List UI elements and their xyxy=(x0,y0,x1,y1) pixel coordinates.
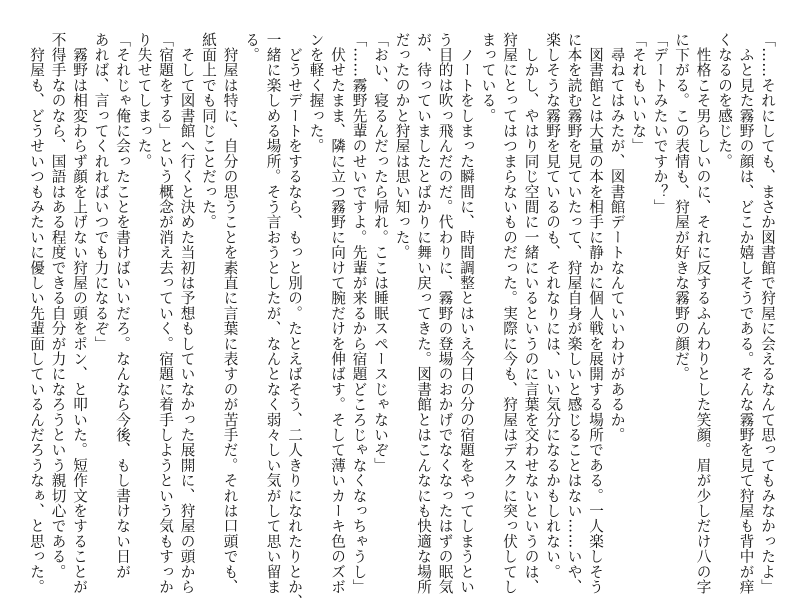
text-line: 伏せたまま、隣に立つ霧野に向けて腕だけを伸ばす。そして薄いカーキ色のズボ xyxy=(329,32,346,595)
text-line: 紙面上でも同じことだった。 xyxy=(200,32,217,230)
text-line: 「おい、寝るんだったら帰れ。ここは睡眠スペースじゃないぞ」 xyxy=(372,32,389,473)
text-line: 尋ねてはみたが、図書館デートなんていいわけがあるか。 xyxy=(608,32,626,443)
text-line: くなるのを感じた。 xyxy=(716,32,733,169)
text-line: 「それじゃ俺に会ったことを書けばいいだろ。なんなら今後、もし書けない日が xyxy=(114,32,131,580)
text-line: 狩屋にとってはつまらないものだった。実際に今も、狩屋はデスクに突っ伏してし xyxy=(501,32,518,595)
text-line: 楽しそうな霧野を見ているのも、それなりには、いい気分になるかもしれない。 xyxy=(544,32,561,580)
text-line: だったのかと狩屋は思い知った。 xyxy=(393,32,411,260)
text-line: まっている。 xyxy=(479,32,497,124)
text-line: ンを軽く握った。 xyxy=(307,32,325,154)
text-line: ふと見た霧野の顔は、どこか嬉しそうである。そんな霧野を見て狩屋も背中が痒 xyxy=(737,32,755,595)
text-line: 不得手なのなら、国語はある程度できる自分が力になろうという親切心である。 xyxy=(49,32,67,580)
text-line: が、待っていましたとばかりに舞い戻ってきた。図書館とはこんなにも快適な場所 xyxy=(415,32,432,595)
text-line: 「それもいいな」 xyxy=(630,32,647,154)
text-line: る。 xyxy=(243,32,260,63)
text-line: 性格こそ男らしいのに、それに反するふんわりとした笑顔。眉が少しだけ八の字 xyxy=(694,32,712,595)
text-line: ノートをしまった瞬間に、時間調整とはいえ今日の分の宿題をやってしまうとい xyxy=(458,32,475,595)
text-line: り失せてしまった。 xyxy=(135,32,153,169)
text-line: 「……それにしても、まさか図書館で狩屋に会えるなんて思ってもみなかったよ」 xyxy=(759,32,776,595)
text-line: 「……霧野先輩のせいですよ。先輩が来るから宿題どころじゃなくなっちゃうし」 xyxy=(350,32,368,595)
text-line: 霧野は相変わらず顔を上げない狩屋の頭をポン、と叩いた。短作文をすることが xyxy=(71,32,88,595)
text-line: う目的は吹っ飛んだのだ。代わりに、霧野の登場のおかげでなくなったはずの眠気 xyxy=(436,32,454,595)
text-line: 図書館とは大量の本を相手に静かに個人戦を展開する場所である。一人楽しそう xyxy=(587,32,604,595)
text-line: 一緒に楽しめる場所。そう言おうとしたが、なんとなく弱々しい気がして思い留ま xyxy=(264,32,282,595)
vertical-text-body xyxy=(26,32,779,610)
text-line: 狩屋は特に、自分の思うことを素直に言葉に表すのが苦手だ。それは口頭でも、 xyxy=(221,32,239,595)
text-line: あれば、言ってくれればいつでも力になるぞ」 xyxy=(92,32,110,352)
text-line: 「宿題をする」という概念が消え去っていく。宿題に着手しようという気もすっか xyxy=(157,32,174,595)
text-line: 狩屋も、どうせいつもみたいに優しい先輩面しているんだろうなぁ、と思った。 xyxy=(28,32,45,595)
text-line: に本を読む霧野を見ていたって、狩屋自身が楽しいと感じることはない……いや、 xyxy=(565,32,583,595)
text-line: 「デートみたいですか？」 xyxy=(651,32,669,215)
text-line: しかし、やはり同じ空間に一緒にいるというのに言葉を交わせないというのは、 xyxy=(522,32,540,595)
text-line: に下がる。この表情も、狩屋が好きな霧野の顔だ。 xyxy=(673,32,690,382)
text-line: そして図書館へ行くと決めた当初は予想もしていなかった展開に、狩屋の頭から xyxy=(178,32,196,595)
text-line: どうせデートをするなら、もっと別の。たとえばそう、二人きりになれたりとか、 xyxy=(286,32,303,610)
